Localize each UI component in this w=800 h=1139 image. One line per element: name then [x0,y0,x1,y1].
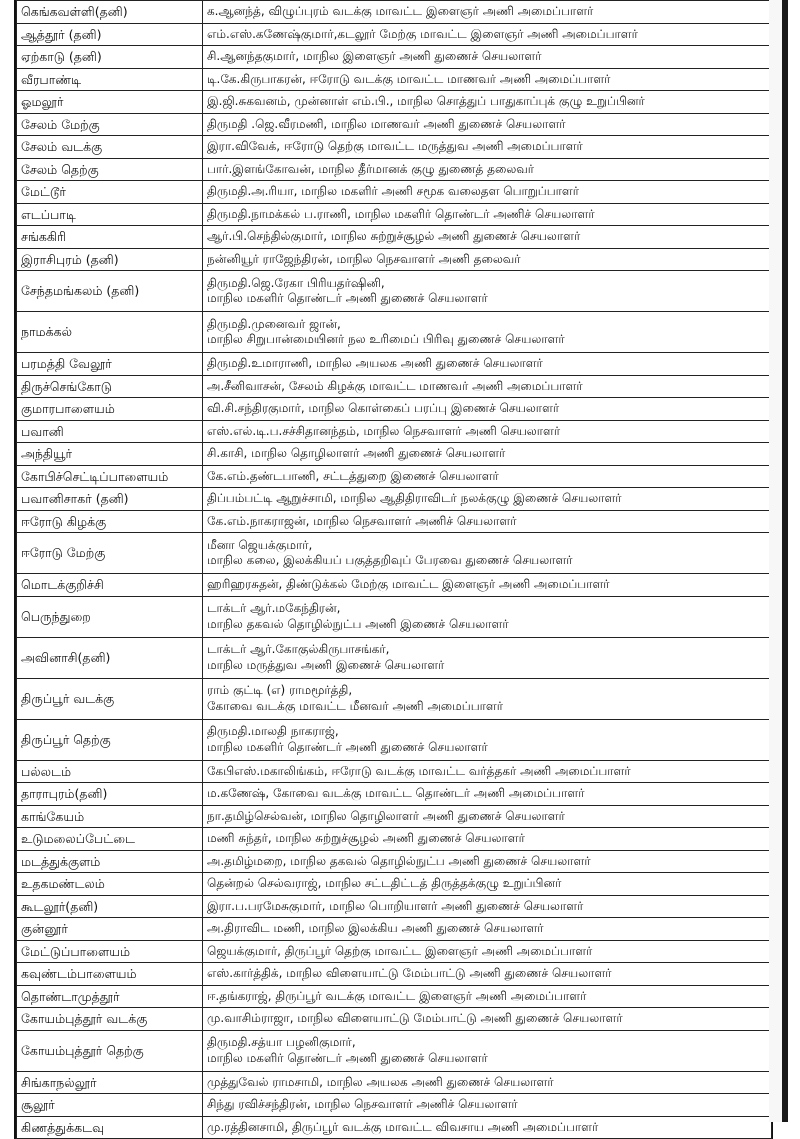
constituency-name: கோபிச்செட்டிப்பாளையம் [17,465,203,488]
observer-line: அ.சீனிவாசன், சேலம் கிழக்கு மாவட்ட மாணவர் அணி அமைப்பாளர் [207,378,583,393]
constituency-name: சேலம் மேற்கு [17,113,203,136]
observer-line: மாநில மகளிர் தொண்டர் அணி துணைச் செயலாளர் [207,739,488,754]
page-edge-shadow [782,0,788,1122]
observer-line: எஸ்.எல்.டி.ப.சச்சிதானந்தம், மாநில நெசவாளர் அணி செயலாளர் [207,423,561,438]
observer-details [203,678,772,719]
constituency-name: கிணத்துக்கடவு [17,1116,203,1139]
table-row [17,226,772,249]
observer-details [203,113,772,136]
table-row [17,203,772,226]
table-row [17,637,772,678]
observer-line: திருமதி.மாலதி நாகராஜ், [207,724,339,738]
constituency-name: வீரபாண்டி [17,68,203,91]
observer-details [203,805,772,828]
observer-details [203,1071,772,1094]
observer-line: இ.ஜி.சுகவனம், முன்னாள் எம்.பி., மாநில சொத்துப் பாதுகாப்புக் குழு உறுப்பினர் [207,94,645,108]
observer-line: நா.தமிழ்செல்வன், மாநில தொழிலாளர் அணி துணைச் செயலாளர் [207,808,565,823]
observer-line: ராம் குட்டி (எ) ராமமூர்த்தி, [207,683,353,697]
observer-details [203,136,772,159]
constituency-name: குமாரபாளையம் [17,398,203,421]
table-row [17,91,772,114]
constituency-name: சிங்காநல்லூர் [17,1071,203,1094]
observer-details [203,783,772,806]
observer-line: ஹரிஹரசுதன், திண்டுக்கல் மேற்கு மாவட்ட இளைஞர் அணி அமைப்பாளர் [207,577,610,591]
table-row [17,420,772,443]
observer-line: எஸ்.கார்த்திக், மாநில விளையாட்டு மேம்பாட்டு அணி துணைச் செயலாளர் [207,966,612,980]
observer-details [203,1,772,24]
table-row [17,465,772,488]
observer-line: ஜெயக்குமார், திருப்பூர் தெற்கு மாவட்ட இளைஞர் அணி அமைப்பாளர் [207,943,593,958]
constituency-name: இராசிபுரம் (தனி) [17,248,203,271]
observer-line: மாநில கலை, இலக்கியப் பகுத்தறிவுப் பேரவை துணைச் செயலாளர் [207,553,573,567]
table-row [17,985,772,1008]
observer-line: வி.சி.சந்திரகுமார், மாநில கொள்கைப் பரப்பு இணைச் செயலாளர் [207,401,560,415]
constituency-name: திருச்செங்கோடு [17,375,203,398]
observer-details [203,873,772,896]
constituency-name: ஈரோடு கிழக்கு [17,510,203,533]
constituency-name: சேலம் தெற்கு [17,158,203,181]
constituency-name: சேந்தமங்கலம் (தனி) [17,271,203,312]
observer-details [203,828,772,851]
table-row [17,850,772,873]
observer-details [203,488,772,511]
table-row [17,398,772,421]
candidate-table [16,0,772,1139]
constituency-name: ஏற்காடு (தனி) [17,46,203,69]
constituency-name: பவானிசாகர் (தனி) [17,488,203,511]
constituency-name: தொண்டாமுத்தூர் [17,985,203,1008]
observer-line: டி.கே.கிருபாகரன், ஈரோடு வடக்கு மாவட்ட மாணவர் அணி அமைப்பாளர் [207,71,611,86]
constituency-name: கெங்கவள்ளி(தனி) [17,1,203,24]
table-row [17,1030,772,1071]
observer-line: திருமதி.உமாராணி, மாநில அயலக அணி துணைச் செயலாளர் [207,356,543,370]
constituency-name: திருப்பூர் தெற்கு [17,719,203,760]
observer-line: கே.எம்.தண்டபாணி, சட்டத்துறை இணைச் செயலாளர் [207,468,499,483]
observer-line: திருமதி.சத்யா பழனிகுமார், [207,1035,356,1049]
table-row [17,805,772,828]
constituency-name: பரமத்தி வேலூர் [17,353,203,376]
observer-details [203,1094,772,1117]
observer-line: க.ஆனந்த், விழுப்புரம் வடக்கு மாவட்ட இளைஞர் அணி அமைப்பாளர் [207,4,594,18]
observer-line: கேபிஎஸ்.மகாலிங்கம், ஈரோடு வடக்கு மாவட்ட வர்த்தகர் அணி அமைப்பாளர் [207,763,631,778]
constituency-name: சூலூர் [17,1094,203,1117]
observer-line: கோவை வடக்கு மாவட்ட மீனவர் அணி அமைப்பாளர் [207,698,504,713]
observer-details [203,985,772,1008]
table-row [17,443,772,466]
observer-line: மீனா ஜெயக்குமார், [207,537,313,552]
observer-line: தென்றல் செல்வராஜ், மாநில சட்டதிட்டத் திருத்தக்குழு உறுப்பினர் [207,876,562,890]
table-row [17,46,772,69]
table-row [17,181,772,204]
observer-line: டாக்டர் ஆர்.கோகுல்கிருபாசங்கர், [207,642,390,656]
constituency-name: திருப்பூர் வடக்கு [17,678,203,719]
observer-line: இரா.ப.பரமேசுகுமார், மாநில பொறியாளர் அணி துணைச் செயலாளர் [207,898,584,913]
observer-line: திருமதி.முனைவர் ஜான், [207,316,341,331]
constituency-name: மேட்டுப்பாளையம் [17,940,203,963]
observer-details [203,918,772,941]
observer-details [203,420,772,443]
observer-line: சி.ஆனந்தகுமார், மாநில இளைஞர் அணி துணைச் செயலாளர் [207,49,542,63]
observer-line: திப்பம்பட்டி ஆறுச்சாமி, மாநில ஆதிதிராவிடர் நலக்குழு இணைச் செயலாளர் [207,491,622,505]
observer-line: பார்.இளங்கோவன், மாநில தீர்மானக் குழு துணைத் தலைவர் [207,161,535,176]
observer-details [203,91,772,114]
table-row [17,375,772,398]
observer-line: ஆர்.பி.செந்தில்குமார், மாநில சுற்றுச்சூழல் அணி துணைச் செயலாளர் [207,229,581,243]
table-row [17,1008,772,1031]
constituency-name: சேலம் வடக்கு [17,136,203,159]
constituency-name: உதகமண்டலம் [17,873,203,896]
observer-details [203,850,772,873]
observer-line: மாநில மருத்துவ அணி இணைச் செயலாளர் [207,657,445,672]
constituency-name: மொடக்குறிச்சி [17,574,203,597]
observer-details [203,637,772,678]
constituency-name: பல்லடம் [17,760,203,783]
table-row [17,760,772,783]
observer-line: திருமதி .ஜெ.வீரமணி, மாநில மாணவர் அணி துணைச் செயலாளர் [207,116,566,131]
table-row [17,783,772,806]
constituency-name: காங்கேயம் [17,805,203,828]
observer-line: ஈ.தங்கராஜ், திருப்பூர் வடக்கு மாவட்ட இளைஞர் அணி அமைப்பாளர் [207,988,587,1003]
observer-details [203,596,772,637]
constituency-name: மடத்துக்குளம் [17,850,203,873]
observer-details [203,181,772,204]
observer-details [203,375,772,398]
constituency-name: பவானி [17,420,203,443]
observer-line: அ.திராவிட மணி, மாநில இலக்கிய அணி துணைச் செயலாளர் [207,921,544,935]
table-row [17,271,772,312]
constituency-name: பெருந்துறை [17,596,203,637]
observer-line: அ.தமிழ்மறை, மாநில தகவல் தொழில்நுட்ப அணி துணைச் செயலாளர் [207,853,591,868]
observer-line: ம.கணேஷ், கோவை வடக்கு மாவட்ட தொண்டர் அணி அமைப்பாளர் [207,786,585,800]
table-row [17,574,772,597]
table-row [17,248,772,271]
observer-line: மு.ரத்தினசாமி, திருப்பூர் வடக்கு மாவட்ட விவசாய அணி அமைப்பாளர் [207,1119,599,1134]
table-row [17,918,772,941]
table-row [17,963,772,986]
constituency-name: அவினாசி(தனி) [17,637,203,678]
observer-details [203,1030,772,1071]
constituency-name: ஈரோடு மேற்கு [17,533,203,574]
observer-details [203,465,772,488]
observer-details [203,574,772,597]
constituency-name: கூடலூர்(தனி) [17,895,203,918]
observer-line: மணி சுந்தர், மாநில சுற்றுச்சூழல் அணி துணைச் செயலாளர் [207,831,525,845]
table-row [17,158,772,181]
observer-line: திருமதி.அ.ரியா, மாநில மகளிர் அணி சமூக வலைதள பொறுப்பாளர் [207,184,580,198]
observer-line: மாநில மகளிர் தொண்டர் அணி துணைச் செயலாளர் [207,291,488,305]
constituency-name: மேட்டூர் [17,181,203,204]
table-row [17,940,772,963]
observer-details [203,353,772,376]
constituency-name: ஓமலூர் [17,91,203,114]
constituency-name: குன்னூர் [17,918,203,941]
table-row [17,353,772,376]
observer-details [203,719,772,760]
table-row [17,136,772,159]
observer-line: மாநில மகளிர் தொண்டர் அணி துணைச் செயலாளர் [207,1050,488,1065]
observer-line: சிந்து ரவிச்சந்திரன், மாநில நெசவாளர் அணிச் செயலாளர் [207,1097,518,1111]
observer-line: சி.காசி, மாநில தொழிலாளர் அணி துணைச் செயலாளர் [207,446,506,460]
observer-line: முத்துவேல் ராமசாமி, மாநில அயலக அணி துணைச் செயலாளர் [207,1074,554,1089]
observer-line: மு.வாசிம்ராஜா, மாநில விளையாட்டு மேம்பாட்டு அணி துணைச் செயலாளர் [207,1011,623,1025]
constituency-name: அந்தியூர் [17,443,203,466]
table-row [17,1071,772,1094]
observer-details [203,248,772,271]
table-row [17,828,772,851]
page-margin [769,0,782,1122]
observer-line: எம்.எஸ்.கணேஷ்குமார்,கடலூர் மேற்கு மாவட்ட இளைஞர் அணி அமைப்பாளர் [207,26,638,41]
observer-details [203,1008,772,1031]
table-row [17,596,772,637]
constituency-name: ஆத்தூர் (தனி) [17,23,203,46]
table-row [17,1,772,24]
table-row [17,68,772,91]
observer-details [203,398,772,421]
observer-details [203,46,772,69]
table-row [17,510,772,533]
table-row [17,873,772,896]
observer-details [203,158,772,181]
observer-details [203,68,772,91]
observer-details [203,203,772,226]
constituency-name: தாராபுரம்(தனி) [17,783,203,806]
constituency-name: கோயம்புத்தூர் வடக்கு [17,1008,203,1031]
table-row [17,895,772,918]
constituency-name: எடப்பாடி [17,203,203,226]
table-row [17,23,772,46]
table-row [17,312,772,353]
observer-details [203,533,772,574]
observer-line: இரா.விவேக், ஈரோடு தெற்கு மாவட்ட மருத்துவ அணி அமைப்பாளர் [207,139,583,153]
table-row [17,1094,772,1117]
constituency-name: சங்ககிரி [17,226,203,249]
observer-details [203,226,772,249]
observer-details [203,23,772,46]
observer-details [203,940,772,963]
observer-line: திருமதி.நாமக்கல் ப.ராணி, மாநில மகளிர் தொண்டர் அணிச் செயலாளர் [207,206,595,221]
constituency-name: கோயம்புத்தூர் தெற்கு [17,1030,203,1071]
constituency-name: நாமக்கல் [17,312,203,353]
table-row [17,113,772,136]
table-row [17,1116,772,1139]
observer-line: திருமதி.ஜெ.ரேகா பிரியதர்ஷினி, [207,275,385,290]
observer-line: நன்னியூர் ராஜேந்திரன், மாநில நெசவாளர் அணி தலைவர் [207,251,521,266]
table-row [17,488,772,511]
table-row [17,678,772,719]
table-row [17,533,772,574]
observer-details [203,443,772,466]
observer-details [203,1116,772,1139]
constituency-name: உடுமலைப்பேட்டை [17,828,203,851]
observer-line: கே.எம்.நாகராஜன், மாநில நெசவாளர் அணிச் செயலாளர் [207,513,517,528]
observer-details [203,271,772,312]
table-row [17,719,772,760]
observer-line: மாநில சிறுபான்மையினர் நல உரிமைப் பிரிவு துணைச் செயலாளர் [207,332,565,346]
observer-details [203,895,772,918]
observer-details [203,510,772,533]
observer-line: மாநில தகவல் தொழில்நுட்ப அணி இணைச் செயலாளர் [207,616,509,631]
document-sheet [14,0,773,1139]
constituency-name: கவுண்டம்பாளையம் [17,963,203,986]
observer-details [203,760,772,783]
observer-details [203,312,772,353]
observer-line: டாக்டர் ஆர்.மகேந்திரன், [207,601,341,615]
observer-details [203,963,772,986]
candidate-table-body [17,1,772,1139]
